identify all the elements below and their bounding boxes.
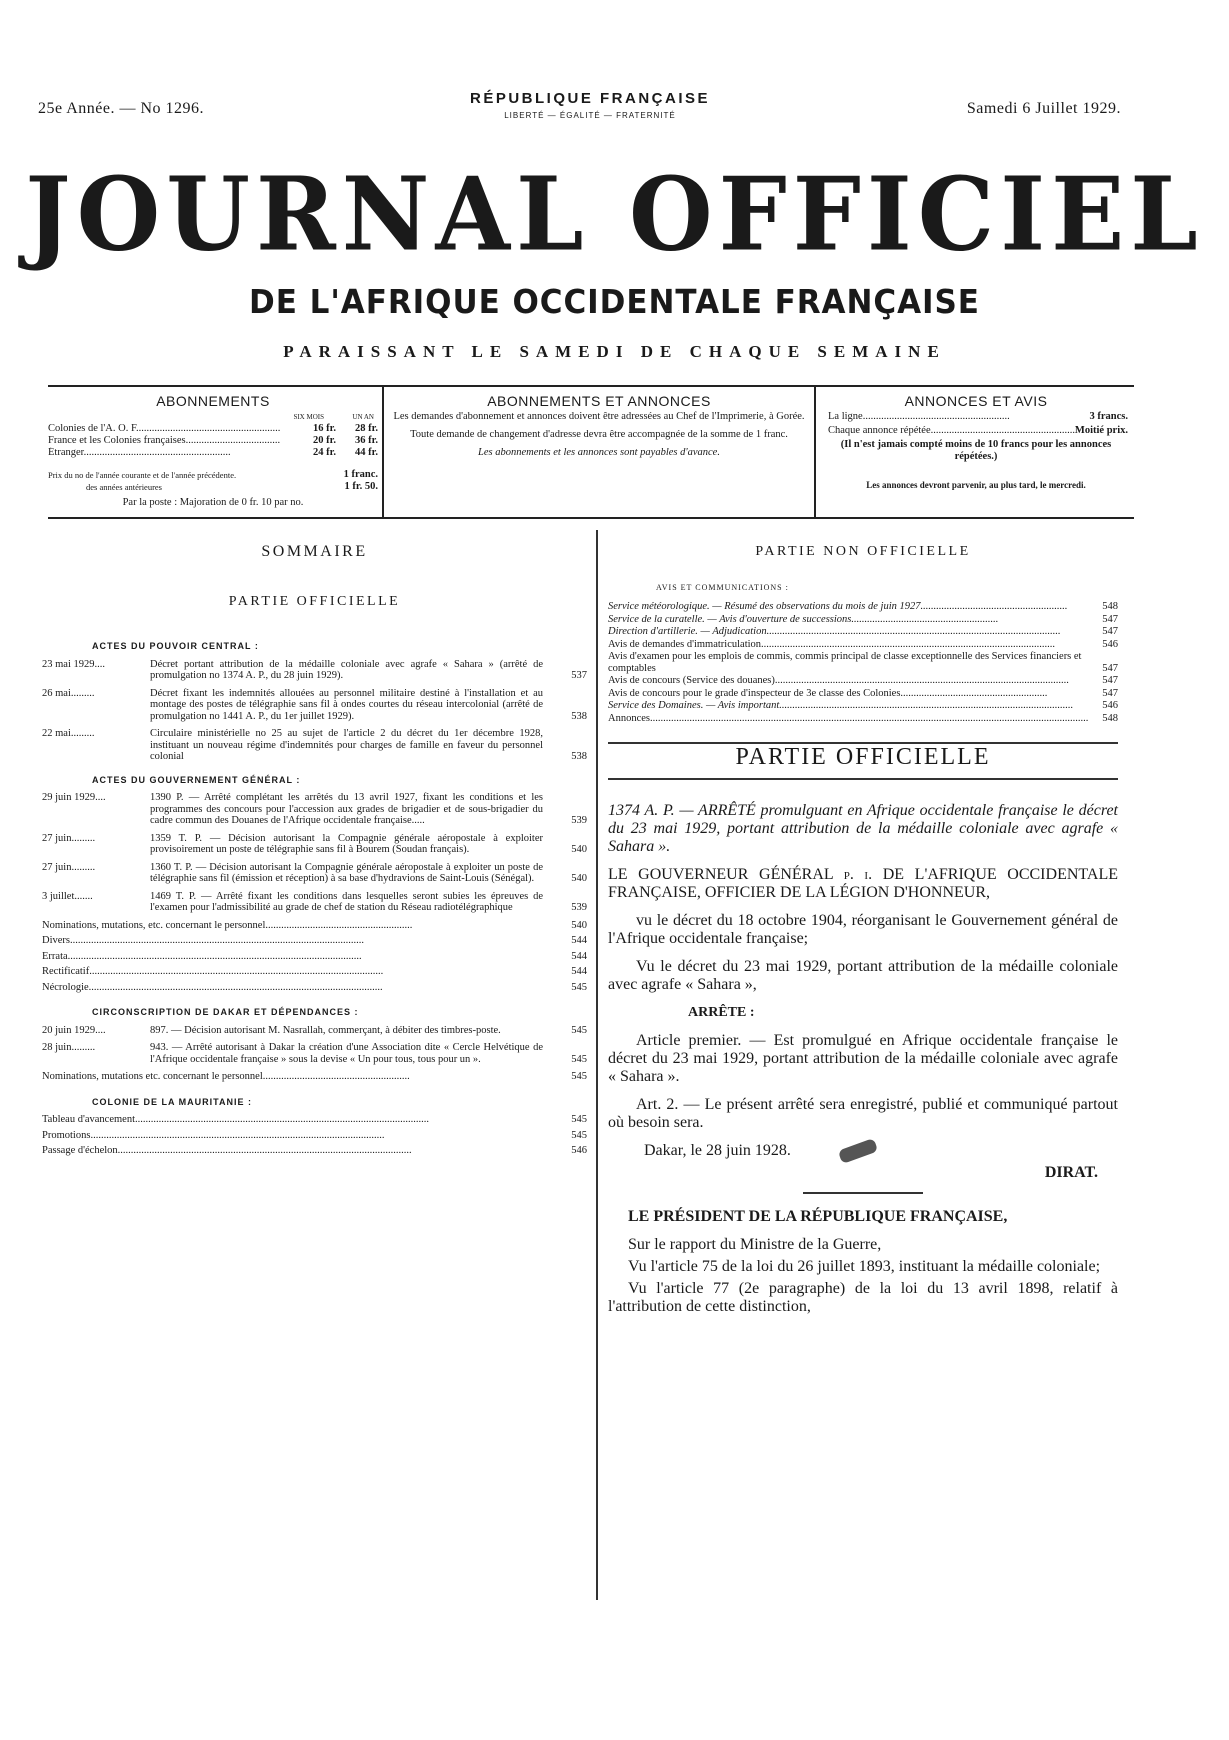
line-page: 545 [571,981,587,993]
entry-text: 1469 T. P. — Arrêté fixant les conditions dans lesquelles seront subies les épreuves de l'examen pour l'admissibilité au grade de chef de station du Réseau radiotélégraphique [150,890,543,913]
sommaire-line [608,675,1118,687]
repeat-price-value: Moitié prix. [1074,425,1128,436]
issue-number: 25e Année. — No 1296. [38,100,205,117]
signature: DIRAT. [1044,1163,1098,1181]
line-page: 547 [1102,675,1118,686]
sommaire-line [608,713,1118,725]
journal-title: JOURNAL OFFICIEL [25,155,1204,274]
entry-page: 545 [571,1053,587,1065]
sommaire-line [42,966,587,978]
publication-frequency: PARAISSANT LE SAMEDI DE CHAQUE SEMAINE [283,342,946,361]
considerant-3: Vu l'article 75 de la loi du 26 juillet 1893, instituant la médaille coloniale; [628,1257,1101,1275]
line-page: 547 [1102,687,1118,699]
rate-year: 44 fr. [355,447,378,458]
entry-text: 897. — Décision autorisant M. Nasrallah, commerçant, à débiter des timbres-poste. [150,1024,501,1036]
rate-row [48,423,378,435]
sommaire-partie-officielle: PARTIE OFFICIELLE [228,593,401,609]
rate-six: 24 fr. [313,447,336,458]
non-officielle-list [608,601,1118,724]
line-page: 546 [1102,638,1118,650]
sommaire-line [42,1145,587,1157]
abonnements-annonces-column [382,387,816,517]
line-label: Nominations, mutations etc. concernant le personnel [42,1071,263,1082]
sommaire-line [608,700,1118,712]
entry-text: Circulaire ministérielle no 25 au sujet de l'article 2 du décret du 1er décembre 1928, instituant un nouveau régime d'indemnités pour charges de famille en faveur du personnel colonial [150,728,543,762]
line-page: 544 [571,950,587,962]
sommaire-line [42,920,587,932]
issue-date: Samedi 6 Juillet 1929. [966,100,1121,117]
line-label: Nominations, mutations, etc. concernant le personnel [42,919,266,931]
repeat-price-label: Chaque annonce répétée [828,425,931,436]
section-dakar: CIRCONSCRIPTION DE DAKAR ET DÉPENDANCES : [92,1007,359,1017]
annonces-column [818,387,1134,517]
line-label: Avis d'examen pour les emplois de commis, commis principal de classe exceptionnelle des Services financiers et comptables [608,651,1082,674]
short-separator [803,1192,923,1194]
line-label: Nécrologie [42,981,89,993]
abon-annonces-address: Les demandes d'abonnement et annonces doivent être adressées au Chef de l'Imprimerie, à Gorée. [393,411,805,422]
line-label: Annonces [608,712,650,724]
price-label: Prix du no de l'année courante et de l'année précédente. [48,470,237,480]
entry-date: 22 mai......... [42,728,95,739]
line-label: Divers [42,935,70,946]
arrete-heading: 1374 A. P. — ARRÊTÉ promulguant en Afrique occidentale française le décret du 23 mai 1929, portant attribution de la médaille coloniale avec agrafe « Sahara ». [608,801,1118,855]
price-row [48,469,378,481]
older-price-row [48,481,378,493]
sommaire-line [42,935,587,947]
line-page: 548 [1102,601,1118,612]
line-page: 545 [571,1114,587,1125]
repeat-price-row [828,425,1128,437]
journal-subtitle: DE L'AFRIQUE OCCIDENTALE FRANÇAISE [249,282,980,321]
sommaire-line [42,1071,587,1083]
older-price-label: des années antérieures [86,482,162,492]
entry-date: 20 juin 1929.... [42,1024,106,1036]
line-price-label: La ligne [828,411,863,422]
column-divider [596,530,598,1600]
sommaire-entry [42,1025,587,1037]
rate-row [48,435,378,447]
sommaire-line [42,951,587,963]
abon-annonces-payment: Les abonnements et les annonces sont payables d'avance. [478,447,720,458]
entry-text: 1390 P. — Arrêté complétant les arrêtés du 13 avril 1927, fixant les conditions et les programmes des concours pour l'accession aux grades de brigadier et de sous-brigadier du cadre commun des Douanes de l'Afrique occidentale française..... [150,792,543,826]
line-label: Service météorologique. — Résumé des observations du mois de juin 1927 [608,601,921,612]
sommaire-column [42,540,587,1161]
gouverneur-line: LE GOUVERNEUR GÉNÉRAL p. i. DE L'AFRIQUE OCCIDENTALE FRANÇAISE, OFFICIER DE LA LÉGION D'HONNEUR, [608,865,1118,901]
entry-date: 27 juin......... [42,832,96,844]
sommaire-line [42,982,587,994]
considerant-1: vu le décret du 18 octobre 1904, réorganisant le Gouvernement général de l'Afrique occidentale française; [608,911,1118,947]
president-line: LE PRÉSIDENT DE LA RÉPUBLIQUE FRANÇAISE, [628,1207,1008,1225]
republic-name: RÉPUBLIQUE FRANÇAISE [469,90,710,107]
rate-label: Colonies de l'A. O. F. [48,423,139,434]
section-pouvoir-central: ACTES DU POUVOIR CENTRAL : [92,641,259,651]
sommaire-line [608,651,1118,674]
minimum-note: (Il n'est jamais compté moins de 10 francs pour les annonces répétées.) [840,439,1112,462]
entry-page: 540 [571,873,587,884]
sommaire-line [608,688,1118,700]
line-page: 540 [571,919,587,931]
rate-label: France et les Colonies françaises. [48,435,189,446]
abonnements-column [48,387,378,517]
entry-date: 23 mai 1929.... [42,658,105,670]
entry-page: 538 [571,710,587,722]
rate-headers [48,411,378,423]
entry-text: Décret portant attribution de la médaille coloniale avec agrafe « Sahara » (arrêté de promulgation no 1374 A. P., du 28 juin 1929). [150,658,543,681]
line-page: 547 [1102,662,1118,674]
sommaire-entry [42,1042,587,1065]
sommaire-line [608,601,1118,613]
place-date [644,1142,1118,1160]
partie-officielle-heading: PARTIE OFFICIELLE [735,744,991,770]
entry-page: 538 [571,751,587,762]
rapport-line: Sur le rapport du Ministre de la Guerre, [628,1235,882,1253]
line-label: Avis de concours (Service des douanes) [608,675,775,686]
entry-page: 539 [571,815,587,826]
line-price-value: 3 francs. [1089,411,1128,422]
line-label: Avis de concours pour le grade d'inspecteur de 3e classe des Colonies [608,687,901,699]
six-months-header: SIX MOIS [293,413,324,421]
rate-year: 28 fr. [355,423,378,434]
annonces-title: ANNONCES ET AVIS [904,393,1048,409]
sommaire-entry [42,891,587,914]
line-label: Service des Domaines. — Avis important [608,700,780,711]
abon-annonces-change: Toute demande de changement d'adresse devra être accompagnée de la somme de 1 franc. [410,429,788,440]
sommaire-entry [42,792,587,827]
price-value: 1 franc. [343,469,378,480]
rate-row [48,447,378,459]
entry-page: 539 [571,902,587,913]
sommaire-line [608,614,1118,626]
entry-text: 1359 T. P. — Décision autorisant la Compagnie générale aéropostale à exploiter provisoirement un poste de télégraphie sans fil à Bourem (Soudan français). [150,832,543,855]
rate-label: Étranger [48,447,84,458]
line-page: 545 [571,1071,587,1082]
line-price-row [828,411,1128,423]
rate-six: 16 fr. [313,423,336,434]
considerant-2: Vu le décret du 23 mai 1929, portant attribution de la médaille coloniale avec agrafe « Sahara », [608,957,1118,993]
deadline-note: Les annonces devront parvenir, au plus tard, le mercredi. [866,480,1086,490]
line-page: 544 [571,966,587,977]
entry-date: 27 juin......... [42,861,96,873]
entry-text: Décret fixant les indemnités allouées au personnel militaire destiné à l'installation et au montage des postes de télégraphie sans fil à ondes courtes du réseau intercolonial (arrêté de promulgation no 1441 A. P., du 1er juillet 1929). [150,687,543,722]
section-gouvernement-general: ACTES DU GOUVERNEMENT GÉNÉRAL : [92,774,301,785]
line-label: Passage d'échelon [42,1145,118,1156]
entry-text: 1360 T. P. — Décision autorisant la Compagnie générale aéropostale à exploiter un poste de télégraphie sans fil (émission et réception) à sa base d'hydravions de Saint-Louis (Sénégal). [150,861,543,884]
entry-date: 28 juin......... [42,1042,96,1053]
line-page: 544 [571,935,587,946]
line-page: 545 [571,1129,587,1141]
subscription-box [48,385,1134,519]
entry-page: 540 [571,844,587,855]
non-officielle-title: PARTIE NON OFFICIELLE [755,544,971,559]
line-page: 548 [1102,712,1118,724]
abonnements-title: ABONNEMENTS [156,393,270,409]
sommaire-line [42,1114,587,1126]
line-page: 547 [1102,613,1118,625]
avis-subtitle: AVIS ET COMMUNICATIONS : [656,582,789,592]
article-1: Article premier. — Est promulgué en Afrique occidentale française le décret du 23 mai 1929, portant attribution de la médaille coloniale avec agrafe « Sahara ». [608,1031,1118,1085]
arrete-keyword: ARRÊTE : [688,1004,755,1020]
motto: LIBERTÉ — ÉGALITÉ — FRATERNITÉ [504,111,676,120]
line-label: Tableau d'avancement [42,1114,135,1125]
postal-surcharge: Par la poste : Majoration de 0 fr. 10 par no. [122,497,304,508]
one-year-header: UN AN [352,413,374,421]
sommaire-entry [42,862,587,885]
rate-six: 20 fr. [313,435,336,446]
line-page: 547 [1102,626,1118,637]
abon-annonces-title: ABONNEMENTS ET ANNONCES [487,393,711,409]
line-label: Service de la curatelle. — Avis d'ouverture de successions [608,613,852,625]
older-price-value: 1 fr. 50. [344,481,378,492]
sommaire-line [608,626,1118,638]
sommaire-title: SOMMAIRE [261,543,368,560]
republic-header [420,90,760,120]
sommaire-line [42,1130,587,1142]
line-label: Promotions [42,1129,91,1141]
line-page: 546 [1102,700,1118,711]
line-label: Errata [42,950,68,962]
entry-page: 545 [571,1024,587,1036]
right-column [608,540,1118,1326]
sommaire-line [608,639,1118,651]
entry-date: 3 juillet....... [42,890,93,902]
ink-stamp [838,1138,878,1164]
rate-year: 36 fr. [355,435,378,446]
sommaire-entry [42,659,587,682]
sommaire-entry [42,728,587,763]
line-label: Direction d'artillerie. — Adjudication [608,626,767,637]
line-page: 546 [571,1145,587,1156]
entry-text: 943. — Arrêté autorisant à Dakar la création d'une Association dite « Cercle Helvétique de l'Afrique occidentale française » sous la devise « Un pour tous, tous pour un ». [150,1042,543,1065]
section-mauritanie: COLONIE DE LA MAURITANIE : [92,1096,252,1107]
article-2: Art. 2. — Le présent arrêté sera enregistré, publié et communiqué partout où besoin sera. [608,1095,1118,1131]
line-label: Rectificatif [42,966,90,977]
line-label: Avis de demandes d'immatriculation [608,638,762,650]
place-date-text: Dakar, le 28 juin 1928. [644,1141,791,1159]
official-text [608,802,1118,1316]
sommaire-entry [42,688,587,723]
entry-page: 537 [571,670,587,681]
entry-date: 26 mai......... [42,687,95,699]
entry-date: 29 juin 1929.... [42,792,106,803]
considerant-4: Vu l'article 77 (2e paragraphe) de la loi du 13 avril 1898, relatif à l'attribution de cette distinction, [608,1279,1118,1315]
separator [608,778,1118,780]
sommaire-entry [42,833,587,856]
